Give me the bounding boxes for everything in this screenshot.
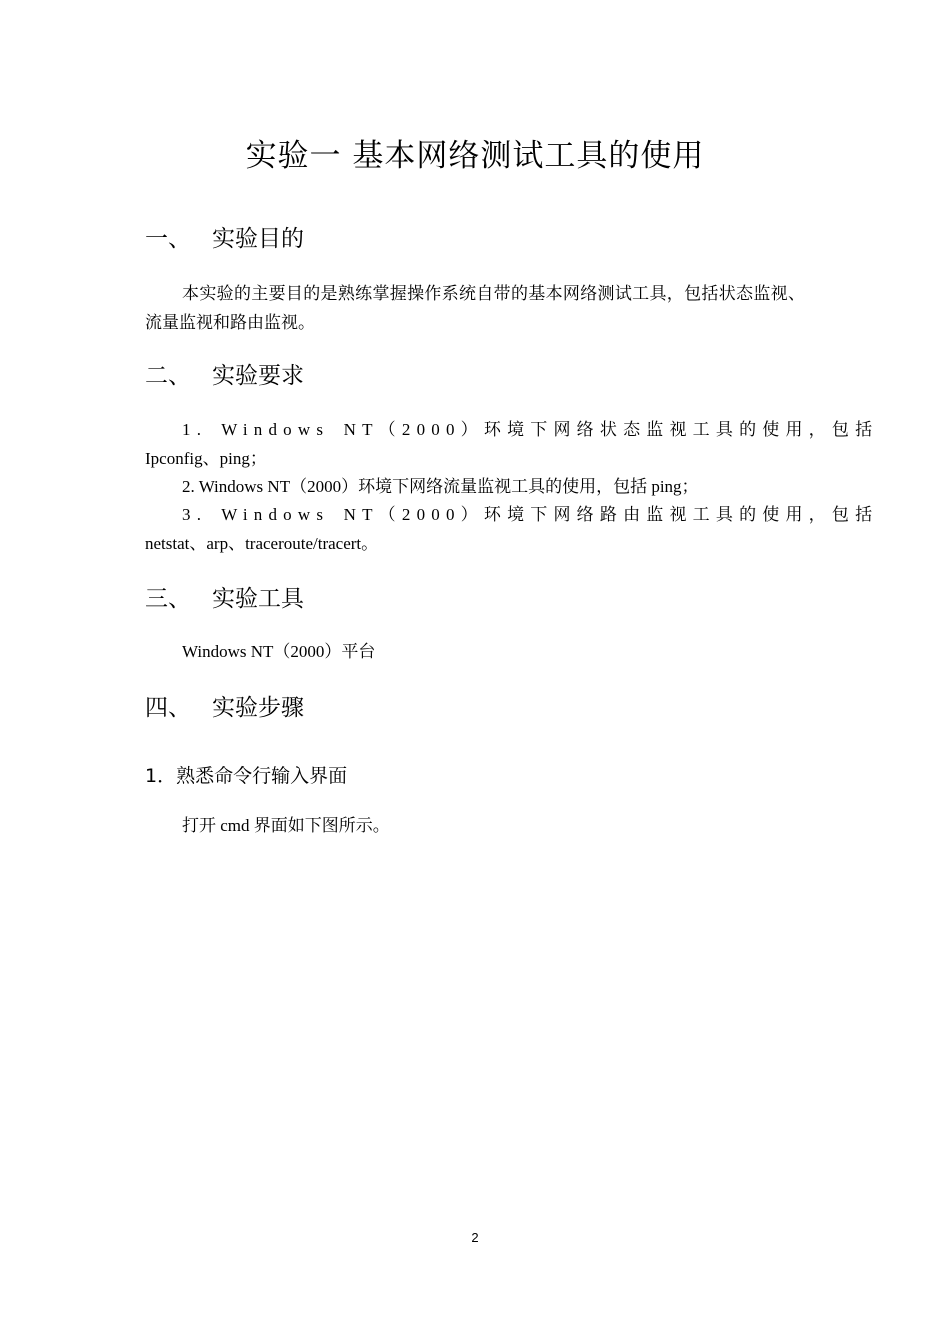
step-1-heading: 1．熟悉命令行输入界面	[145, 765, 348, 787]
document-title: 实验一 基本网络测试工具的使用	[245, 138, 705, 174]
purpose-paragraph: 本实验的主要目的是熟练掌握操作系统自带的基本网络测试工具，包括状态监视、流量监视和路由监视。	[145, 284, 805, 332]
section-heading-purpose	[145, 220, 304, 253]
section-title: 实验工具	[212, 586, 304, 612]
requirement-line: 2. Windows NT（2000）环境下网络流量监视工具的使用，包括 ping；	[182, 477, 699, 496]
requirement-item-1	[145, 415, 879, 473]
requirement-item-3	[145, 500, 879, 558]
requirement-item-2	[145, 472, 805, 501]
page-number: 2	[471, 1230, 479, 1245]
section-number: 三、	[145, 586, 191, 612]
section-heading-tools	[145, 580, 304, 613]
section-number: 一、	[145, 226, 191, 252]
step-1-paragraph: 打开 cmd 界面如下图所示。	[182, 816, 390, 835]
requirement-line: 1. Windows NT（2000）环境下网络状态监视工具的使用，包括	[182, 420, 879, 439]
tools-paragraph: Windows NT（2000）平台	[182, 642, 376, 661]
requirement-line: Ipconfig、ping；	[145, 449, 267, 468]
section-title: 实验步骤	[212, 695, 304, 721]
section-title: 实验要求	[212, 363, 304, 389]
requirement-line: netstat、arp、traceroute/tracert。	[145, 534, 379, 553]
section-number: 二、	[145, 363, 191, 389]
section-title: 实验目的	[212, 226, 304, 252]
requirement-line: 3. Windows NT（2000）环境下网络路由监视工具的使用，包括	[182, 505, 879, 524]
section-number: 四、	[145, 695, 191, 721]
section-heading-requirements	[145, 357, 304, 390]
section-heading-steps	[145, 689, 304, 722]
